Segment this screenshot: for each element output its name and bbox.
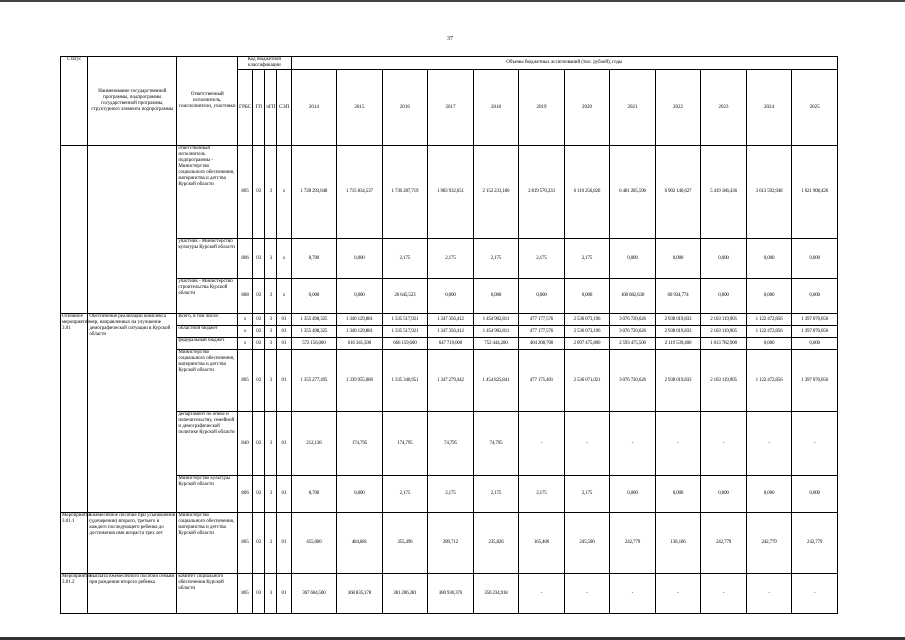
- code-cell: 805: [238, 513, 253, 574]
- value-cell: 3 076 720,626: [610, 314, 656, 326]
- value-cell: 368 835,178: [337, 574, 383, 614]
- header-year: 2014: [291, 70, 337, 146]
- code-cell: 806: [238, 476, 253, 513]
- value-cell: 0,000: [701, 239, 747, 279]
- value-cell: 1 122 472,856: [746, 326, 792, 338]
- code-cell: 808: [238, 279, 253, 314]
- value-cell: 0,000: [701, 279, 747, 314]
- value-cell: 1 347 279,442: [428, 350, 474, 412]
- value-cell: 1 335 517,921: [382, 314, 428, 326]
- name-cell: Выплата ежемесячного пособия семьям при рождении второго ребенка: [88, 574, 177, 614]
- value-cell: 477 175,401: [519, 350, 565, 412]
- table-row: [61, 314, 838, 326]
- value-cell: 242,779: [610, 513, 656, 574]
- scan-edge-top: [0, 0, 905, 2]
- value-cell: 245,500: [564, 513, 610, 574]
- value-cell: 174,795: [337, 412, 383, 476]
- executor-cell: департамент по опеке и попечительству, семейной и демографической политике Курской области: [177, 412, 238, 476]
- code-cell: 03: [253, 239, 265, 279]
- value-cell: 1 013 782,900: [701, 338, 747, 350]
- executor-cell: участник - Министерство строительства Курской области: [177, 279, 238, 314]
- code-cell: 01: [277, 314, 291, 326]
- value-cell: 138,166: [655, 513, 701, 574]
- code-cell: 3: [265, 314, 277, 326]
- code-cell: 805: [238, 146, 253, 239]
- code-cell: 03: [253, 279, 265, 314]
- value-cell: 2 119 539,400: [655, 338, 701, 350]
- value-cell: 0,000: [746, 476, 792, 513]
- value-cell: 1 340 129,881: [337, 326, 383, 338]
- value-cell: 2,175: [519, 476, 565, 513]
- value-cell: 2,175: [428, 239, 474, 279]
- value-cell: 0,000: [337, 279, 383, 314]
- value-cell: 1 347 356,412: [428, 314, 474, 326]
- executor-cell: федеральный бюджет: [177, 338, 238, 350]
- value-cell: 404 208,700: [519, 338, 565, 350]
- value-cell: 2 103 119,905: [701, 350, 747, 412]
- value-cell: 0,000: [792, 279, 838, 314]
- value-cell: -: [564, 412, 610, 476]
- table-row: [61, 412, 838, 476]
- value-cell: 0,000: [792, 476, 838, 513]
- table-row: [61, 279, 838, 314]
- code-cell: 3: [265, 476, 277, 513]
- header-code-col: ГРБС: [238, 70, 253, 146]
- value-cell: 616 341,500: [337, 338, 383, 350]
- value-cell: 1 355 498,325: [291, 314, 337, 326]
- code-cell: х: [238, 314, 253, 326]
- code-cell: 03: [253, 326, 265, 338]
- code-cell: 3: [265, 146, 277, 239]
- code-cell: 3: [265, 279, 277, 314]
- value-cell: 2,175: [382, 239, 428, 279]
- value-cell: -: [655, 412, 701, 476]
- value-cell: -: [564, 574, 610, 614]
- value-cell: 2 536 073,196: [564, 326, 610, 338]
- table-row: [61, 239, 838, 279]
- executor-cell: ответственный исполнитель подпрограммы - Министерство социального обеспечения, материнства и детства Курской области: [177, 146, 238, 239]
- header-year: 2021: [610, 70, 656, 146]
- header-status: Статус: [61, 57, 88, 146]
- value-cell: 752 444,200: [473, 338, 519, 350]
- code-cell: 03: [253, 338, 265, 350]
- value-cell: 2,175: [382, 476, 428, 513]
- value-cell: 1 621 908,426: [792, 146, 838, 239]
- value-cell: 0,000: [337, 476, 383, 513]
- value-cell: 0,000: [610, 476, 656, 513]
- status-cell: Мероприятие 3.01.1: [61, 513, 88, 574]
- value-cell: 380 930,376: [428, 574, 474, 614]
- value-cell: -: [746, 412, 792, 476]
- value-cell: 242,779: [701, 513, 747, 574]
- value-cell: 666 159,600: [382, 338, 428, 350]
- header-year: 2025: [792, 70, 838, 146]
- table-row: [61, 513, 838, 574]
- executor-cell: комитет социального обеспечения Курской области: [177, 574, 238, 614]
- value-cell: 1 397 076,056: [792, 350, 838, 412]
- value-cell: 381 206,381: [382, 574, 428, 614]
- code-cell: 03: [253, 476, 265, 513]
- value-cell: 1 122 472,856: [746, 350, 792, 412]
- value-cell: 8,700: [291, 476, 337, 513]
- value-cell: 1 397 076,056: [792, 326, 838, 338]
- value-cell: 647 719,000: [428, 338, 474, 350]
- value-cell: 1 454 902,811: [473, 314, 519, 326]
- value-cell: 1 454 825,841: [473, 350, 519, 412]
- value-cell: 60 934,774: [655, 279, 701, 314]
- value-cell: 2,175: [473, 476, 519, 513]
- code-cell: 3: [265, 574, 277, 614]
- value-cell: -: [701, 412, 747, 476]
- value-cell: 1 715 834,537: [337, 146, 383, 239]
- value-cell: 0,000: [792, 239, 838, 279]
- code-cell: 805: [238, 350, 253, 412]
- value-cell: 0,000: [428, 279, 474, 314]
- value-cell: 0,000: [610, 239, 656, 279]
- code-cell: 03: [253, 513, 265, 574]
- value-cell: 74,795: [428, 412, 474, 476]
- value-cell: 0,000: [519, 279, 565, 314]
- value-cell: -: [792, 574, 838, 614]
- value-cell: 367 664,500: [291, 574, 337, 614]
- code-cell: х: [238, 338, 253, 350]
- value-cell: 1 339 955,086: [337, 350, 383, 412]
- value-cell: 0,000: [291, 279, 337, 314]
- name-cell: [88, 146, 177, 314]
- code-cell: 01: [277, 326, 291, 338]
- header-name: Наименование государственной программы, подпрограммы государственной программы, структурного элемента подпрограммы: [88, 57, 177, 146]
- code-cell: 03: [253, 314, 265, 326]
- header-year: 2016: [382, 70, 428, 146]
- value-cell: 242,779: [792, 513, 838, 574]
- value-cell: 8,700: [291, 239, 337, 279]
- code-cell: х: [277, 146, 291, 239]
- code-cell: 01: [277, 476, 291, 513]
- code-cell: 01: [277, 574, 291, 614]
- value-cell: 1 355 277,495: [291, 350, 337, 412]
- code-cell: 01: [277, 513, 291, 574]
- table-row: [61, 146, 838, 239]
- value-cell: 0,000: [655, 476, 701, 513]
- code-cell: 805: [238, 574, 253, 614]
- value-cell: 5 419 186,436: [701, 146, 747, 239]
- value-cell: 6 110 256,820: [564, 146, 610, 239]
- value-cell: 572 156,000: [291, 338, 337, 350]
- value-cell: 455,000: [291, 513, 337, 574]
- value-cell: -: [792, 412, 838, 476]
- value-cell: 0,000: [792, 338, 838, 350]
- value-cell: -: [610, 412, 656, 476]
- value-cell: 2,175: [428, 476, 474, 513]
- code-cell: х: [277, 239, 291, 279]
- value-cell: 2 152 233,180: [473, 146, 519, 239]
- table-row: [61, 574, 838, 614]
- code-cell: 3: [265, 513, 277, 574]
- value-cell: 484,881: [337, 513, 383, 574]
- value-cell: -: [701, 574, 747, 614]
- code-cell: 806: [238, 239, 253, 279]
- value-cell: -: [746, 574, 792, 614]
- value-cell: 1 355 498,325: [291, 326, 337, 338]
- header-year: 2018: [473, 70, 519, 146]
- value-cell: -: [519, 574, 565, 614]
- value-cell: 2,175: [473, 239, 519, 279]
- value-cell: 74,795: [473, 412, 519, 476]
- header-year: 2019: [519, 70, 565, 146]
- code-cell: 01: [277, 412, 291, 476]
- value-cell: 2,175: [564, 476, 610, 513]
- value-cell: 0,000: [655, 239, 701, 279]
- value-cell: 2 536 073,196: [564, 314, 610, 326]
- executor-cell: Министерство культуры Курской области: [177, 476, 238, 513]
- code-cell: 03: [253, 146, 265, 239]
- value-cell: 477 177,576: [519, 326, 565, 338]
- value-cell: 0,000: [701, 476, 747, 513]
- value-cell: 2 103 119,905: [701, 326, 747, 338]
- value-cell: 2 593 475,500: [610, 338, 656, 350]
- header-executor: Ответственный исполнитель, соисполнители, участники: [177, 57, 238, 146]
- value-cell: 3 076 720,626: [610, 350, 656, 412]
- value-cell: 1 335 340,951: [382, 350, 428, 412]
- table-row: [61, 326, 838, 338]
- value-cell: -: [610, 574, 656, 614]
- header-code-col: пГП: [265, 70, 277, 146]
- value-cell: 1 983 932,651: [428, 146, 474, 239]
- status-cell: Мероприятие 3.01.2: [61, 574, 88, 614]
- executor-cell: Министерство социального обеспечения, материнства и детства Курской области: [177, 513, 238, 574]
- table-body: [61, 146, 838, 614]
- header-year: 2020: [564, 70, 610, 146]
- header-amounts: Объемы бюджетных ассигнований (тыс. рублей), годы: [291, 57, 837, 70]
- value-cell: 6 481 285,596: [610, 146, 656, 239]
- value-cell: 242,779: [746, 513, 792, 574]
- header-year: 2023: [701, 70, 747, 146]
- code-cell: 01: [277, 350, 291, 412]
- code-cell: 3: [265, 239, 277, 279]
- value-cell: 2 103 119,905: [701, 314, 747, 326]
- value-cell: -: [655, 574, 701, 614]
- executor-cell: участник - Министерство культуры Курской области: [177, 239, 238, 279]
- value-cell: 2 819 570,233: [519, 146, 565, 239]
- value-cell: 1 340 129,881: [337, 314, 383, 326]
- value-cell: 174,795: [382, 412, 428, 476]
- value-cell: 0,000: [746, 239, 792, 279]
- value-cell: 235,826: [473, 513, 519, 574]
- value-cell: 212,130: [291, 412, 337, 476]
- header-year: 2022: [655, 70, 701, 146]
- header-budget-code: Код бюджетной классификации: [238, 57, 292, 70]
- header-code-col: ГП: [253, 70, 265, 146]
- value-cell: 0,000: [746, 279, 792, 314]
- value-cell: 1 335 517,921: [382, 326, 428, 338]
- name-cell: Обеспечение реализации комплекса мер, направленных на улучшение демографической ситуации в Курской области: [88, 314, 177, 513]
- value-cell: 165,406: [519, 513, 565, 574]
- header-year: 2017: [428, 70, 474, 146]
- value-cell: 477 177,576: [519, 314, 565, 326]
- value-cell: 1 122 472,856: [746, 314, 792, 326]
- header-year: 2024: [746, 70, 792, 146]
- page-number: 37: [447, 36, 453, 42]
- value-cell: 6 902 140,627: [655, 146, 701, 239]
- value-cell: 1 347 356,412: [428, 326, 474, 338]
- value-cell: 355,496: [382, 513, 428, 574]
- table-header: [61, 57, 838, 146]
- value-cell: 0,000: [746, 338, 792, 350]
- value-cell: 2 097 475,800: [564, 338, 610, 350]
- code-cell: х: [277, 279, 291, 314]
- value-cell: 1 454 902,811: [473, 326, 519, 338]
- status-cell: Основное мероприятие 3.01: [61, 314, 88, 513]
- value-cell: 26 645,523: [382, 279, 428, 314]
- value-cell: 1 730 287,719: [382, 146, 428, 239]
- executor-cell: Всего, в том числе:: [177, 314, 238, 326]
- code-cell: 3: [265, 326, 277, 338]
- header-code-col: СЭП: [277, 70, 291, 146]
- table-row: [61, 350, 838, 412]
- code-cell: 3: [265, 350, 277, 412]
- value-cell: 2 938 019,833: [655, 350, 701, 412]
- value-cell: 2 938 019,833: [655, 326, 701, 338]
- status-cell: [61, 146, 88, 314]
- value-cell: 2 938 019,833: [655, 314, 701, 326]
- value-cell: 350 234,918: [473, 574, 519, 614]
- value-cell: 2,175: [564, 239, 610, 279]
- code-cell: 3: [265, 412, 277, 476]
- value-cell: 0,000: [337, 239, 383, 279]
- value-cell: 3 613 592,948: [746, 146, 792, 239]
- table-row: [61, 338, 838, 350]
- code-cell: 03: [253, 350, 265, 412]
- code-cell: 3: [265, 338, 277, 350]
- header-year: 2015: [337, 70, 383, 146]
- code-cell: 03: [253, 412, 265, 476]
- value-cell: 0,000: [564, 279, 610, 314]
- budget-table: [60, 56, 838, 614]
- value-cell: 1 728 293,048: [291, 146, 337, 239]
- code-cell: 840: [238, 412, 253, 476]
- value-cell: 1 397 076,056: [792, 314, 838, 326]
- value-cell: 108 682,630: [610, 279, 656, 314]
- executor-cell: Министерство социального обеспечения, материнства и детства Курской области: [177, 350, 238, 412]
- value-cell: 3 076 720,626: [610, 326, 656, 338]
- value-cell: 2,175: [519, 239, 565, 279]
- code-cell: х: [238, 326, 253, 338]
- name-cell: Ежемесячное пособие при усыновлении (удочерении) второго, третьего и каждого последующего ребенка до достижения ими возраста трех лет: [88, 513, 177, 574]
- table-row: [61, 476, 838, 513]
- value-cell: 289,712: [428, 513, 474, 574]
- value-cell: 2 536 071,021: [564, 350, 610, 412]
- value-cell: -: [519, 412, 565, 476]
- value-cell: 0,000: [473, 279, 519, 314]
- executor-cell: областной бюджет: [177, 326, 238, 338]
- code-cell: 01: [277, 338, 291, 350]
- code-cell: 03: [253, 574, 265, 614]
